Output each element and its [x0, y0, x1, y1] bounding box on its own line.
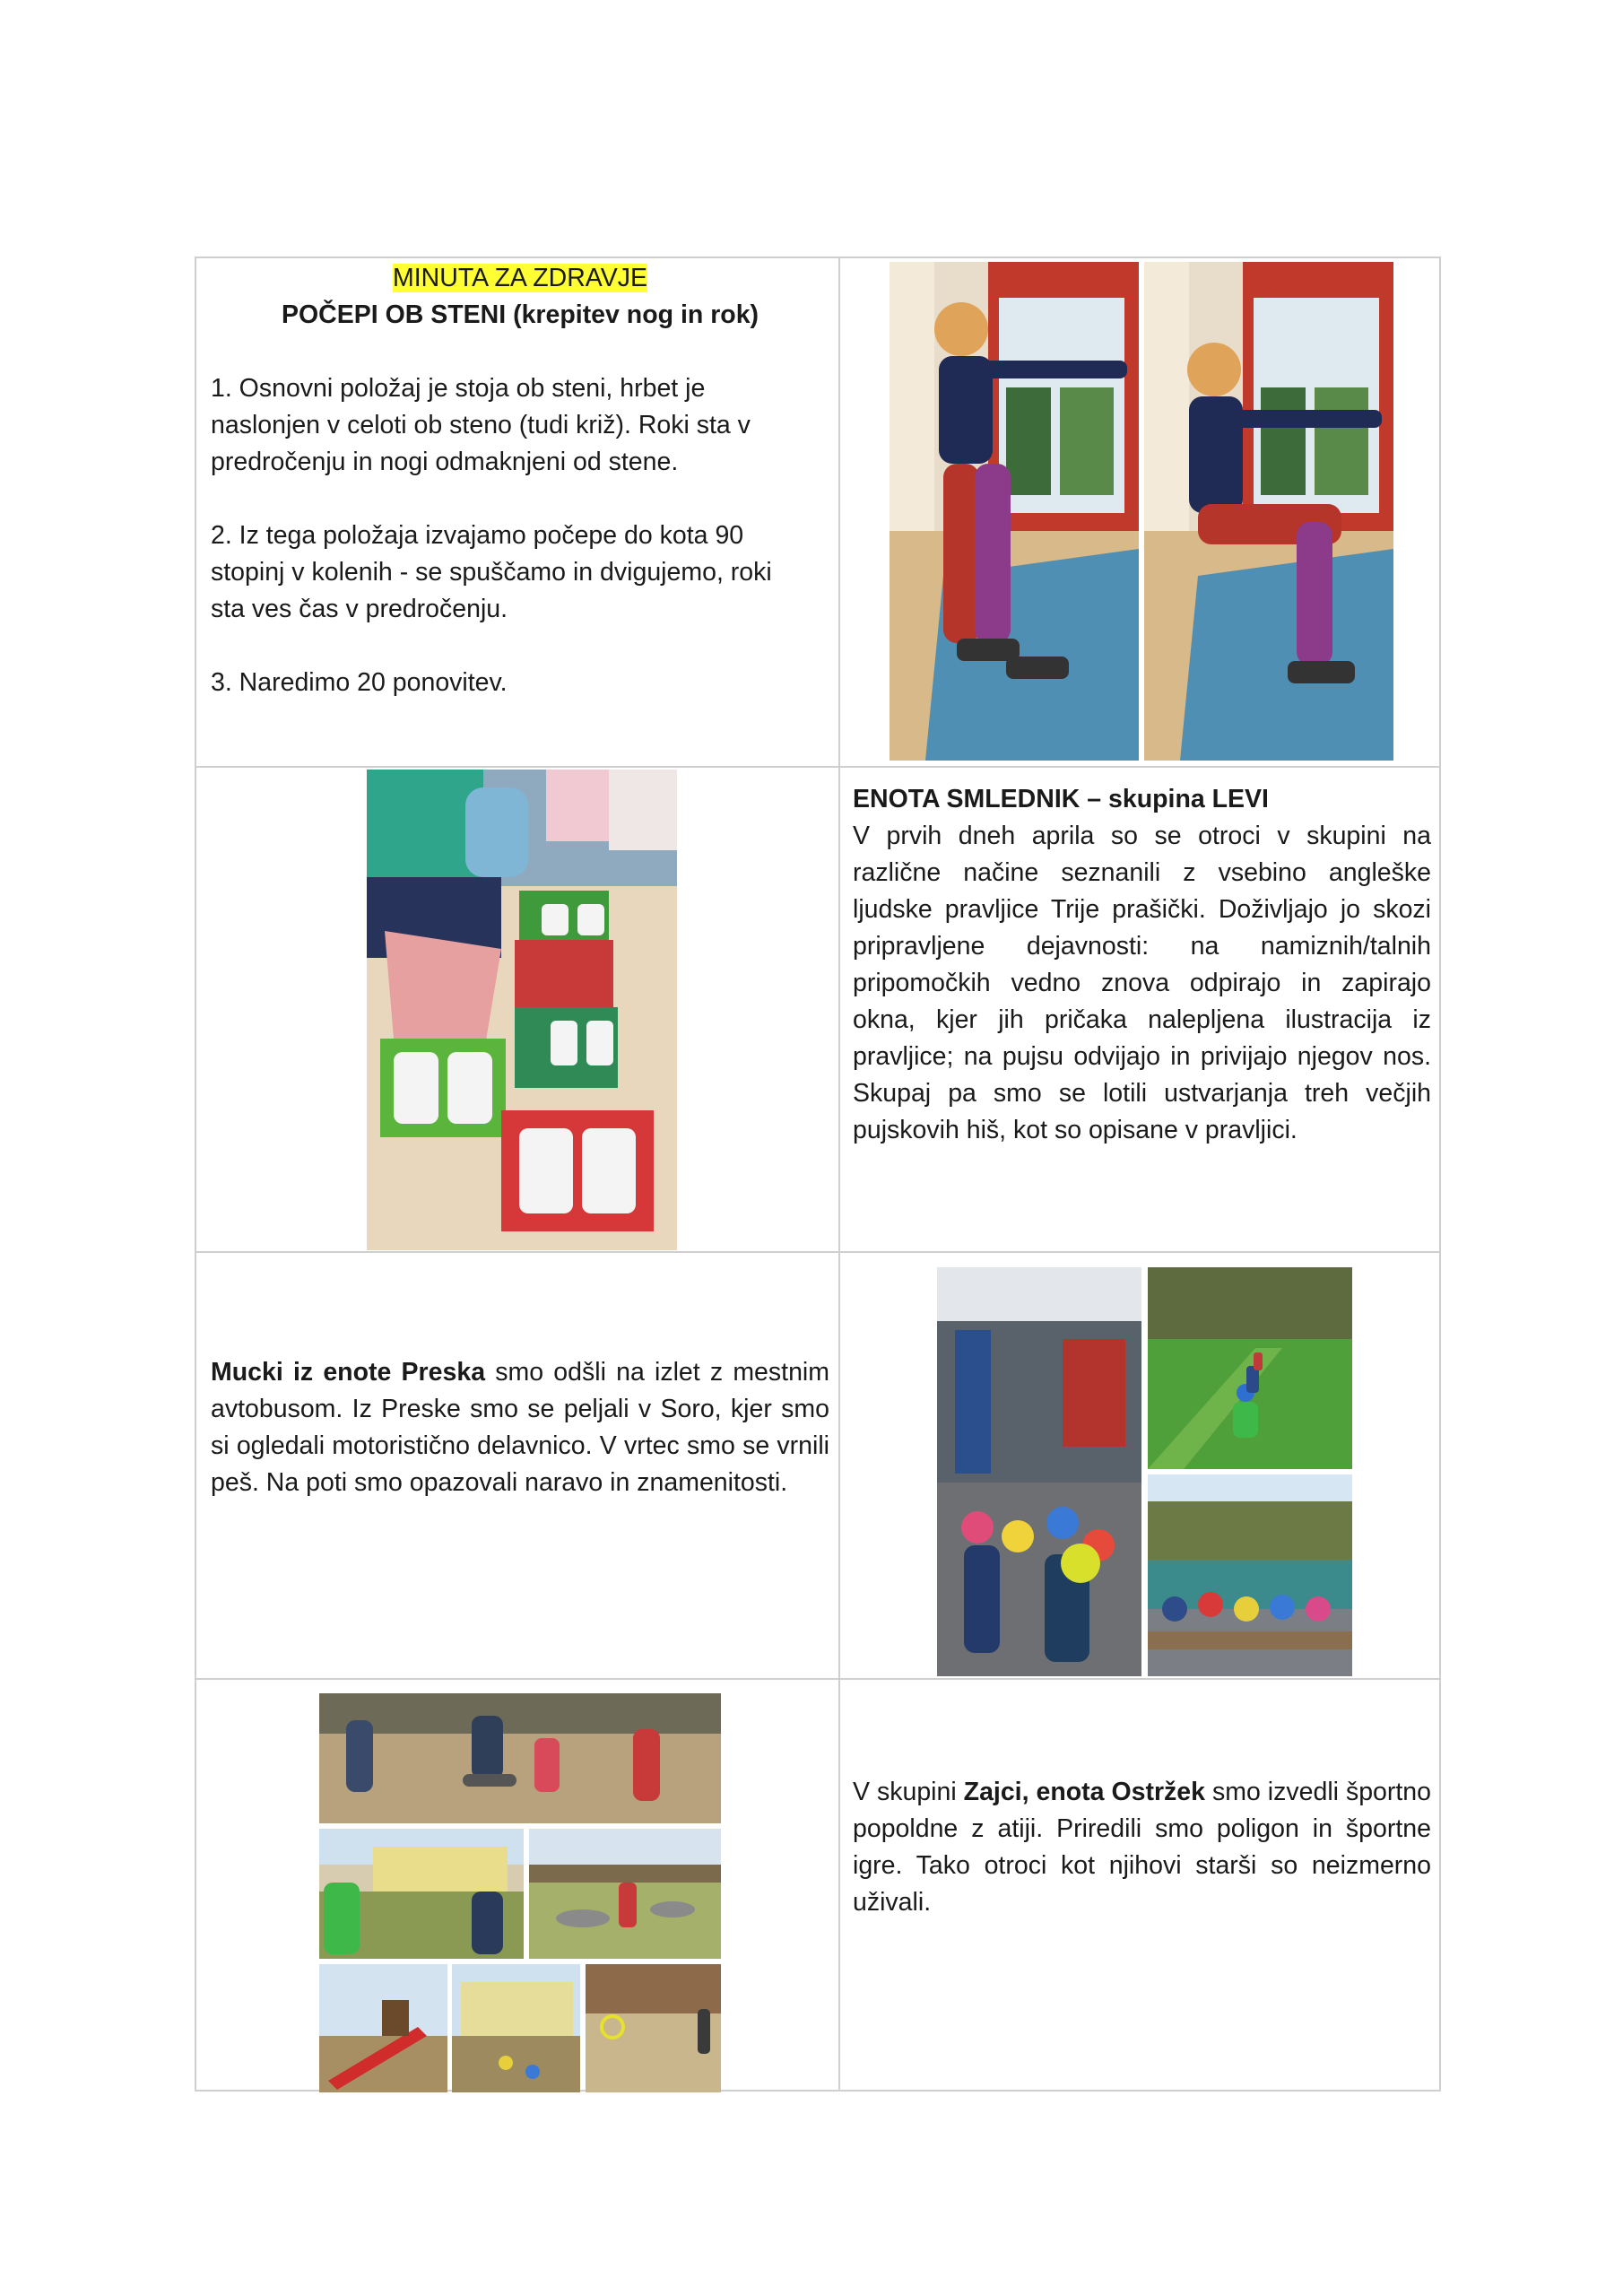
photo-school-yard	[452, 1964, 580, 2092]
row-divider	[196, 1678, 1439, 1680]
preska-text: smo odšli na izlet z mestnim avtobusom. Iz Preske smo se peljali v Soro, kjer smo si ogledali motoristično delavnico. V vrtec smo se vrnili peš. Na poti smo opazovali naravo in znamenitosti.	[211, 1358, 830, 1497]
photo-river-view	[1148, 1474, 1352, 1676]
exercise-title: POČEPI OB STENI (krepitev nog in rok)	[281, 300, 759, 329]
ostrzek-text: smo izvedli športno popoldne z atiji. Priredili smo poligon in športne igre. Tako otroci kot njihovi starši so neizmerno uživali.	[853, 1778, 1432, 1917]
photo-wall-squat-down	[1144, 262, 1393, 761]
photo-wall-squat-start	[890, 262, 1139, 761]
photo-slide	[319, 1964, 447, 2092]
photo-playground-games	[319, 1693, 721, 1823]
step-1-line-2: naslonjen v celoti ob steno (tudi križ). Roki sta v	[211, 411, 751, 439]
ostrzek-cell	[853, 1774, 1431, 1921]
ostrzek-pre: V skupini	[853, 1778, 964, 1806]
content-table	[195, 257, 1441, 2092]
exercise-cell	[211, 260, 829, 701]
step-1-line-3: predročenju in nogi odmaknjeni od stene.	[211, 448, 679, 476]
section-label: MINUTA ZA ZDRAVJE	[393, 264, 647, 292]
photo-three-little-pigs-activity	[367, 770, 677, 1250]
row-divider	[196, 766, 1439, 768]
step-2-line-1: 2. Iz tega položaja izvajamo počepe do kota 90	[211, 521, 744, 550]
step-2-line-3: sta ves čas v predročenju.	[211, 595, 508, 623]
row-divider	[196, 1251, 1439, 1253]
photo-hoops-game	[586, 1964, 721, 2092]
step-1-line-1: 1. Osnovni položaj je stoja ob steni, hrbet je	[211, 374, 706, 403]
column-divider	[838, 258, 840, 2090]
photo-kindergarten-yard	[319, 1829, 524, 1959]
step-3-line: 3. Naredimo 20 ponovitev.	[211, 668, 508, 697]
smlednik-cell	[853, 781, 1431, 1149]
preska-paragraph	[211, 1354, 829, 1501]
smlednik-heading: ENOTA SMLEDNIK – skupina LEVI	[853, 785, 1269, 813]
step-2-line-2: stopinj v kolenih - se spuščamo in dvigujemo, roki	[211, 558, 772, 587]
ostrzek-bold: Zajci, enota Ostržek	[963, 1778, 1206, 1806]
smlednik-text: V prvih dneh aprila so se otroci v skupini na različne načine seznanili z vsebino angleške ljudske pravljice Trije prašički. Doživljajo jo skozi pripravljene dejavnosti: na namiznih/talnih pripomočkih vedno znova odpirajo in zapirajo okna, kjer jih pričaka nalepljena ilustracija iz pravljice; na pujsu odvijajo in privijajo njegov nos. Skupaj pa smo se lotili ustvarjanja treh večjih pujskovih hiš, kot so opisane v pravljici.	[853, 822, 1431, 1144]
photo-obstacle-course	[529, 1829, 721, 1959]
photo-walk-meadow	[1148, 1267, 1352, 1469]
photo-motorcycle-workshop	[937, 1267, 1141, 1676]
preska-cell	[211, 1354, 829, 1501]
preska-bold: Mucki iz enote Preska	[211, 1358, 486, 1387]
ostrzek-paragraph	[853, 1774, 1431, 1921]
